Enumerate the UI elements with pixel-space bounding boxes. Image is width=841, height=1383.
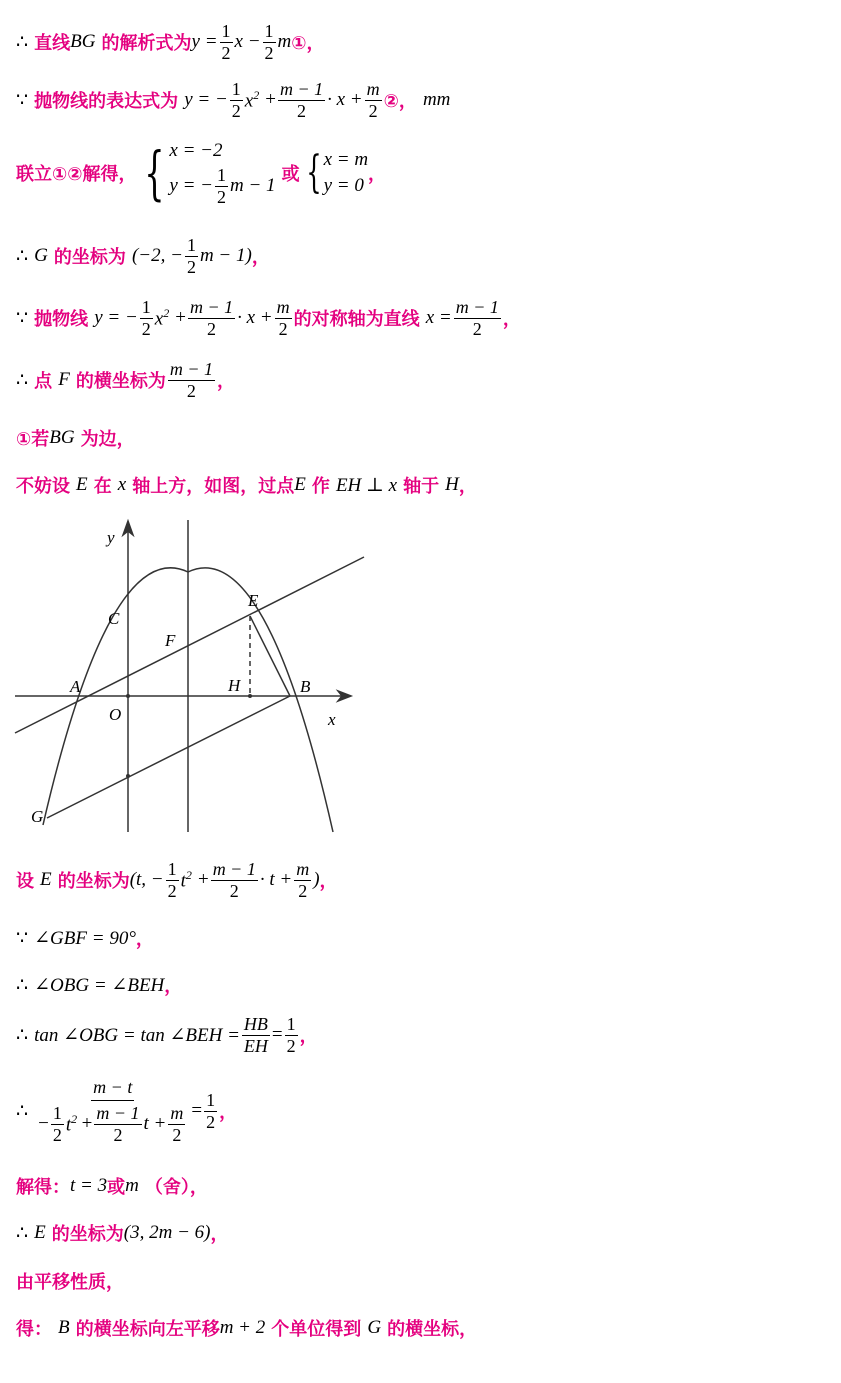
- because-symbol: ∵: [16, 89, 29, 111]
- expr: x = m: [323, 149, 369, 171]
- expr: y = −: [184, 89, 228, 111]
- expr: y = −: [169, 175, 213, 197]
- therefore-symbol: ∴: [16, 1100, 29, 1122]
- fraction: $\frac{1}{2}$: [186, 235, 196, 277]
- fraction: $\frac{m - 1}{2}$: [169, 359, 213, 401]
- line-1: [16, 22, 325, 63]
- therefore-symbol: ∴: [16, 974, 29, 996]
- fraction: $\frac{m - 1}{2}$: [455, 297, 499, 339]
- text: 由平移性质，: [16, 1272, 124, 1293]
- expr: tan ∠OBG = tan ∠BEH =: [34, 1024, 240, 1046]
- expr: m − 1: [229, 175, 276, 197]
- text: ，: [368, 164, 387, 186]
- text: ，: [217, 371, 235, 393]
- fraction: $\frac{1}{2}$: [221, 21, 231, 63]
- var: E: [76, 474, 88, 495]
- segment-eb: [250, 616, 290, 696]
- system-1: { x = −2 y = − $\frac{1}{2}$ m − 1: [144, 139, 276, 208]
- label-e: E: [248, 591, 259, 610]
- fraction: $\frac{HB}{EH}$: [243, 1014, 268, 1056]
- text: 的横坐标为: [75, 371, 166, 393]
- text: 的坐标为: [51, 1224, 124, 1245]
- var: x: [117, 474, 127, 495]
- expr: $t^2$: [180, 868, 192, 892]
- text: ，: [219, 1102, 238, 1124]
- line-7: [16, 425, 135, 451]
- text: 轴于: [403, 476, 440, 497]
- label-g: G: [31, 807, 44, 826]
- text: 抛物线: [34, 309, 89, 331]
- fraction: $\frac{m - 1}{2}$: [189, 297, 234, 339]
- text: 或: [107, 1177, 126, 1198]
- text: ，: [210, 1224, 229, 1245]
- expr: · t +: [259, 869, 293, 891]
- expr: x −: [234, 31, 261, 53]
- var: G: [367, 1317, 382, 1338]
- text: 的坐标为: [53, 247, 126, 269]
- point-dot: [248, 694, 252, 698]
- fraction: $\frac{m}{2}$: [296, 859, 310, 901]
- therefore-symbol: ∴: [16, 245, 29, 267]
- label-o: O: [109, 705, 122, 724]
- therefore-symbol: ∴: [16, 1222, 29, 1244]
- text: ，: [299, 1026, 318, 1048]
- text: 的解析式为: [101, 33, 192, 55]
- text: 在: [93, 476, 112, 497]
- point-dot: [126, 774, 130, 778]
- expr: x = −2: [169, 140, 223, 161]
- text: 或: [281, 164, 300, 186]
- text: 得：: [16, 1319, 52, 1340]
- var: E: [40, 869, 52, 891]
- text: 的横坐标向左平移: [75, 1319, 220, 1340]
- expr: x =: [425, 307, 452, 329]
- expr: y = 0: [323, 175, 364, 197]
- expr: (−2, −: [131, 245, 183, 267]
- text: 点: [34, 371, 53, 393]
- point-dot: [126, 694, 130, 698]
- var: G: [34, 245, 48, 267]
- fraction: $\frac{m}{2}$: [276, 297, 290, 339]
- expr: ): [313, 869, 320, 891]
- line-3: [16, 140, 386, 207]
- line-9: [16, 860, 338, 901]
- text: ，: [502, 309, 521, 331]
- fraction: $\frac{m - 1}{2}$: [212, 859, 256, 901]
- text: 作: [311, 476, 330, 497]
- var: E: [294, 474, 306, 495]
- label-f: F: [165, 631, 176, 650]
- expr: (3, 2m − 6): [123, 1222, 211, 1243]
- fraction: $\frac{1}{2}$: [286, 1014, 296, 1056]
- text: 抛物线的表达式为: [34, 91, 179, 113]
- expr: t = 3: [70, 1175, 108, 1196]
- fraction: $\frac{1}{2}$: [167, 859, 177, 901]
- fraction: $\frac{m - 1}{2}$: [279, 79, 324, 121]
- text: （舍），: [144, 1177, 208, 1198]
- expr: m + 2: [219, 1317, 266, 1338]
- expr: EH ⊥ x: [335, 474, 398, 496]
- text: ，: [251, 247, 270, 269]
- text: 为边，: [80, 429, 135, 450]
- expr: ∠GBF = 90°: [34, 927, 136, 949]
- var: BG: [49, 427, 75, 448]
- text: ②，: [383, 91, 417, 113]
- expr: ∠OBG = ∠BEH: [34, 974, 165, 996]
- line-2: [16, 80, 450, 121]
- label-h: H: [228, 676, 241, 695]
- expr: y =: [191, 31, 218, 53]
- text: 解得：: [16, 1177, 70, 1198]
- expr: · x +: [327, 89, 363, 111]
- var: H: [445, 474, 459, 495]
- label-b: B: [300, 677, 311, 696]
- expr: +: [197, 869, 209, 891]
- text: ①若: [16, 429, 50, 450]
- fraction: $\frac{1}{2}$: [264, 21, 274, 63]
- var: B: [58, 1317, 70, 1338]
- because-symbol: ∵: [16, 927, 29, 949]
- line-17: [16, 1315, 477, 1341]
- big-fraction: m − t − $\frac{1}{2}$ $t^2$ + $\frac{m - 1}{2}$ t + $\frac{m}{2}$: [38, 1077, 184, 1145]
- text: 的横坐标，: [387, 1319, 478, 1340]
- label-a: A: [70, 677, 81, 696]
- fraction: $\frac{m}{2}$: [366, 79, 380, 121]
- text: ，: [458, 476, 477, 497]
- text: 设: [16, 871, 34, 893]
- therefore-symbol: ∴: [16, 369, 29, 391]
- label-c: C: [108, 609, 120, 628]
- text: 的对称轴为直线: [293, 309, 420, 331]
- line-5: [16, 298, 521, 339]
- text: 不妨设: [16, 476, 70, 497]
- fraction: $\frac{1}{2}$: [206, 1089, 216, 1132]
- expr: +: [175, 307, 186, 329]
- expr: (t, −: [129, 869, 164, 891]
- line-14: [16, 1173, 208, 1199]
- text: ①，: [291, 33, 325, 55]
- expr: +: [265, 89, 276, 111]
- expr: $x^2$: [154, 306, 170, 330]
- text: 的坐标为: [57, 871, 130, 893]
- line-10: [16, 925, 154, 951]
- expr: m: [277, 31, 292, 53]
- expr: =: [191, 1100, 203, 1122]
- text: ，: [319, 871, 338, 893]
- label-y: y: [107, 528, 115, 547]
- expr: =: [271, 1024, 283, 1046]
- fraction: $\frac{1}{2}$: [216, 165, 226, 207]
- because-symbol: ∵: [16, 307, 29, 329]
- text: ，: [164, 976, 183, 997]
- expr: · x +: [237, 307, 273, 329]
- line-6: [16, 360, 235, 401]
- line-11: [16, 972, 182, 998]
- text: 直线: [34, 33, 71, 55]
- line-15: [16, 1220, 229, 1246]
- line-gb: [47, 696, 290, 818]
- line-ae: [15, 557, 364, 733]
- var: F: [58, 369, 70, 391]
- line-13: [16, 1078, 237, 1145]
- text: ，: [135, 929, 154, 950]
- text: 个单位得到: [271, 1319, 362, 1340]
- expr: y = −: [94, 307, 138, 329]
- fraction: $\frac{1}{2}$: [141, 297, 151, 339]
- geometry-figure: [10, 515, 370, 840]
- expr: $x^2$: [244, 88, 260, 112]
- line-16: [16, 1268, 124, 1294]
- therefore-symbol: ∴: [16, 31, 29, 53]
- line-8: [16, 472, 477, 498]
- label-x: x: [328, 710, 336, 729]
- text: 轴上方，如图，过点: [132, 476, 295, 497]
- line-4: [16, 236, 270, 277]
- therefore-symbol: ∴: [16, 1024, 29, 1046]
- var: BG: [70, 31, 96, 53]
- var: m: [125, 1175, 139, 1196]
- expr: mm: [422, 89, 451, 111]
- expr: m − 1): [199, 245, 252, 267]
- var: E: [34, 1222, 46, 1243]
- line-12: [16, 1015, 318, 1056]
- fraction: $\frac{1}{2}$: [231, 79, 241, 121]
- text: 联立①②解得，: [16, 164, 137, 186]
- system-2: { x = m y = 0: [305, 147, 369, 199]
